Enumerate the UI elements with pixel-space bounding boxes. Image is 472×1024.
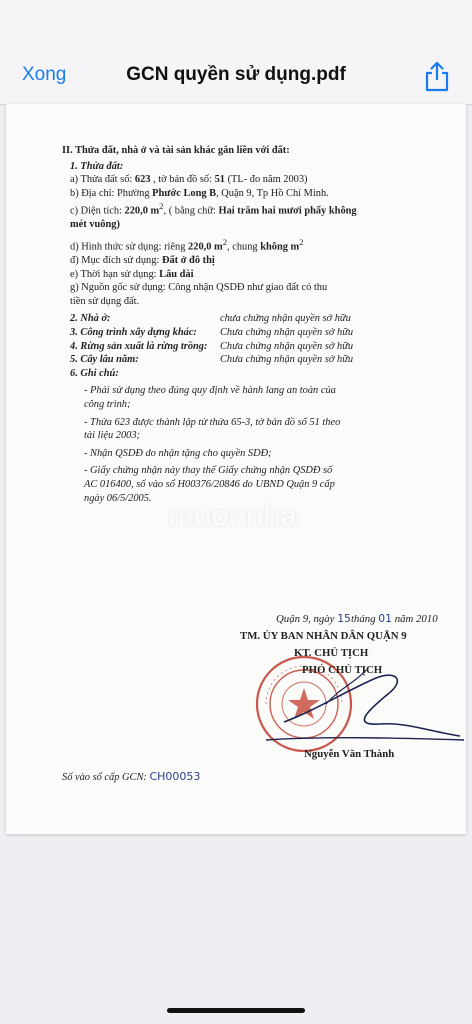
signer-name: Nguyễn Văn Thành — [304, 748, 395, 760]
note-line: - Phải sử dụng theo đúng quy định về hành lang an toàn của — [84, 385, 336, 397]
land-purpose-line: đ) Mục đích sử dụng: Đất ở đô thị — [70, 255, 215, 267]
house-label: 2. Nhà ở: — [70, 313, 111, 325]
note-line: - Nhận QSDĐ do nhận tặng cho quyền SDĐ; — [84, 447, 272, 459]
note-line: AC 016400, số vào sổ H00376/20846 do UBND Quận 9 cấp — [84, 479, 335, 490]
document-title: GCN quyền sử dụng.pdf — [126, 64, 346, 85]
land-area-line: c) Diện tích: 220,0 $m^2$, ( bằng chữ: Hai trăm hai mươi phẩy không — [70, 201, 357, 217]
share-icon[interactable] — [424, 60, 450, 92]
note-line: tài liệu 2003; — [84, 430, 140, 442]
note-line: ngày 06/5/2005. — [84, 492, 152, 504]
house-row — [58, 312, 403, 326]
house-value: chưa chứng nhận quyền sở hữu — [220, 313, 351, 325]
home-indicator[interactable] — [167, 1008, 305, 1013]
forest-label: 4. Rừng sản xuất là rừng trồng: — [70, 340, 208, 352]
section-title: II. Thửa đất, nhà ở và tài sản khác gắn liền với đất: — [62, 145, 290, 156]
watermark: muonnha — [168, 500, 296, 533]
other-construction-label: 3. Công trình xây dựng khác: — [70, 327, 197, 339]
note-line: công trình; — [84, 399, 131, 411]
note-line: - Thửa 623 được thành lập từ thửa 65-3, tờ bản đồ số 51 theo — [84, 416, 341, 428]
perennial-value: Chưa chứng nhận quyền sở hữu — [220, 354, 354, 366]
kt-title: KT. CHỦ TỊCH — [294, 647, 369, 659]
other-construction-row — [58, 326, 403, 340]
forest-value: Chưa chứng nhận quyền sở hữu — [220, 340, 354, 352]
perennial-row — [58, 353, 403, 367]
issue-date: Quận 9, ngày 15tháng 01 năm 2010 — [276, 612, 438, 625]
land-origin-line: g) Nguồn gốc sử dụng: Công nhận QSDĐ như giao đất có thu — [70, 282, 328, 294]
land-usage-form-line: d) Hình thức sử dụng: riêng 220,0 $m^2$, chung không $m^2$ — [70, 237, 304, 253]
top-bar — [0, 0, 472, 105]
perennial-label: 5. Cây lâu năm: — [70, 354, 139, 366]
done-button[interactable]: Xong — [22, 64, 67, 85]
land-origin-line-cont: tiền sử dụng đất. — [70, 295, 140, 307]
notes-heading: 6. Ghi chú: — [70, 367, 119, 379]
other-construction-value: Chưa chứng nhận quyền sở hữu — [220, 327, 354, 339]
registry-number: Số vào sổ cấp GCN: CH00053 — [62, 770, 201, 783]
land-address-line: b) Địa chỉ: Phường Phước Long B, Quận 9, Tp Hồ Chí Minh. — [70, 187, 329, 199]
land-heading: 1. Thửa đất: — [70, 160, 124, 172]
land-area-words-cont: mét vuông) — [70, 219, 120, 231]
issuing-org: TM. ỦY BAN NHÂN DÂN QUẬN 9 — [240, 630, 407, 642]
land-term-line: e) Thời hạn sử dụng: Lâu dài — [70, 268, 194, 280]
signer-role: PHÓ CHỦ TỊCH — [302, 664, 383, 676]
forest-row — [58, 340, 403, 354]
land-parcel-line: a) Thửa đất số: 623 , tờ bản đồ số: 51 (TL- đo năm 2003) — [70, 174, 308, 186]
section-ii — [58, 144, 403, 505]
note-line: - Giấy chứng nhận này thay thế Giấy chứng nhận QSDĐ số — [84, 465, 333, 477]
